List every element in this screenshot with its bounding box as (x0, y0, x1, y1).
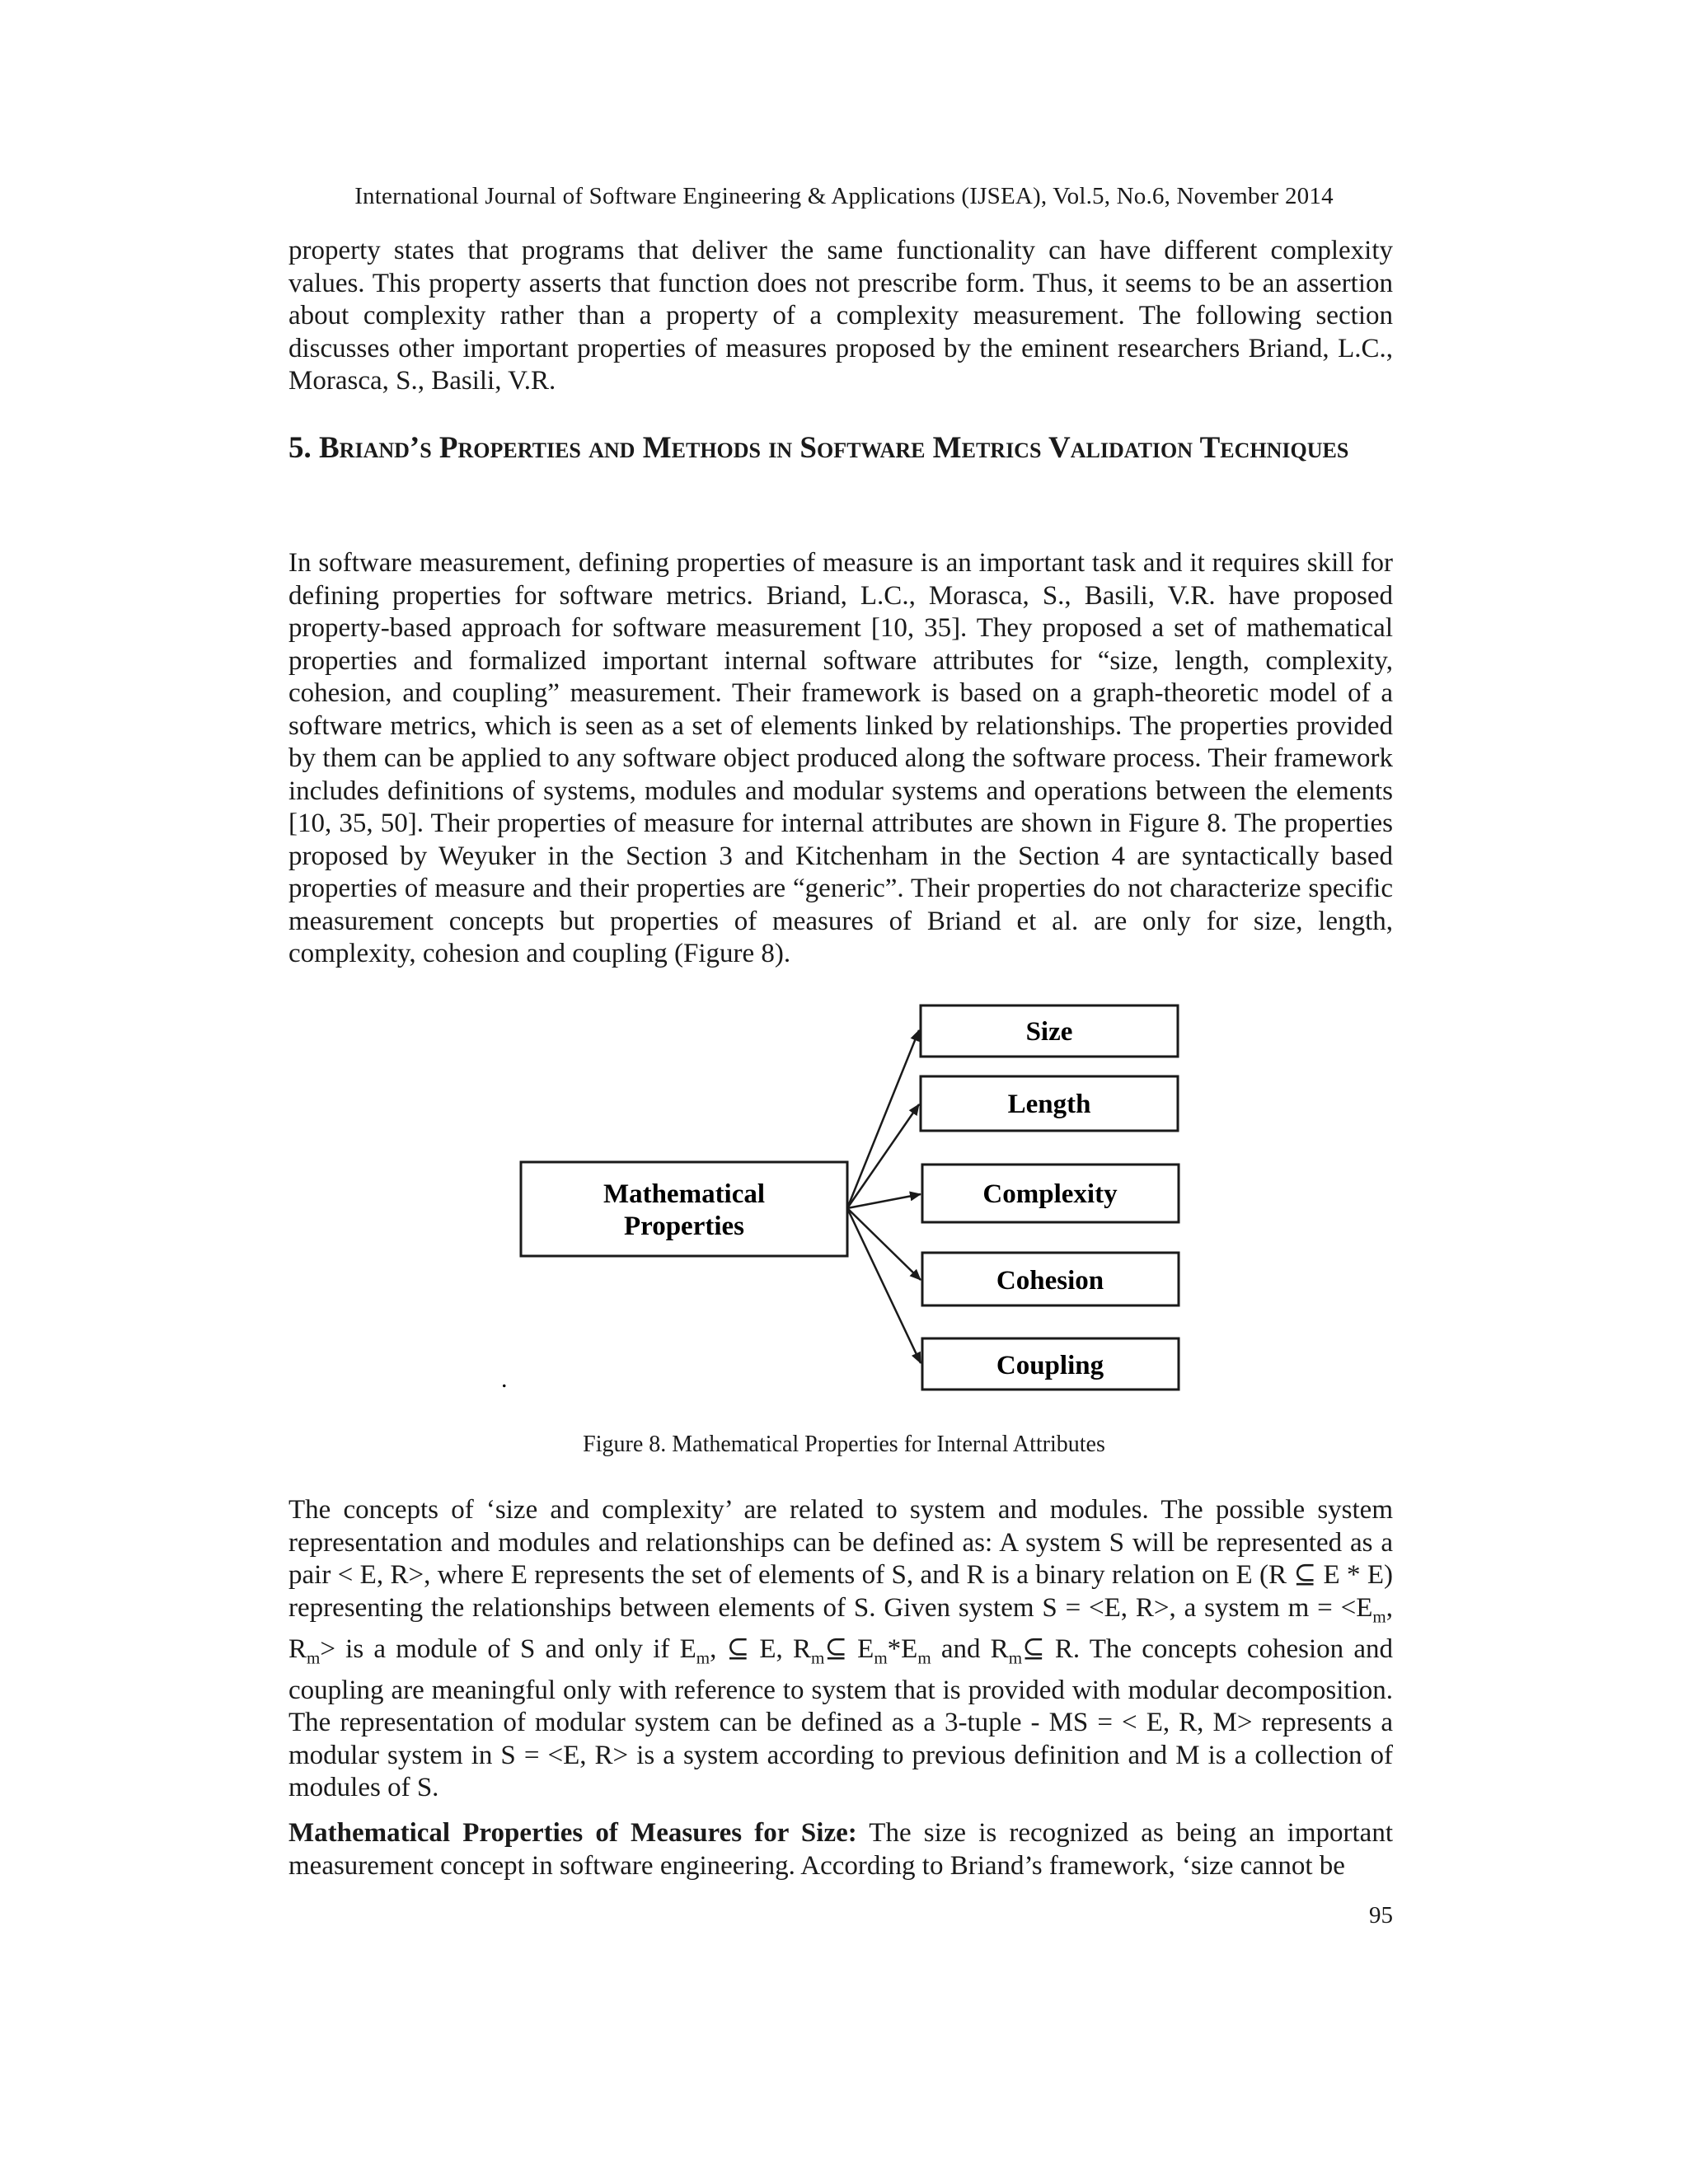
running-header: International Journal of Software Engineering & Applications (IJSEA), Vol.5, No.6, November 2014 (354, 183, 1334, 209)
section-paragraph: In software measurement, defining properties of measure is an important task and it requires skill for defining properties for software metrics. Briand, L.C., Morasca, S., Basili, V.R. have proposed property-based approach for software measurement [10, 35]. They proposed a set of mathematical properties and formalized important internal software attributes for “size, length, complexity, cohesion, and coupling” measurement. Their framework is based on a graph-theoretic model of a software metrics, which is seen as a set of elements linked by relationships. The properties provided by them can be applied to any software object produced along the software process. Their framework includes definitions of systems, modules and modular systems and operations between the elements [10, 35, 50]. Their properties of measure for internal attributes are shown in Figure 8. The properties proposed by Weyuker in the Section 3 and Kitchenham in the Section 4 are syntactically based properties of measure and their properties are “generic”. Their properties do not characterize specific measurement concepts but properties of measures of Briand et al. are only for size, length, complexity, cohesion and coupling (Figure 8). (288, 548, 1393, 968)
page-number: 95 (1369, 1902, 1393, 1929)
child-node-complexity (922, 1165, 1179, 1222)
root-node-mathematical-properties (521, 1162, 847, 1256)
child-label-length: Length (1007, 1090, 1091, 1119)
child-node-length (921, 1076, 1178, 1131)
child-label-coupling: Coupling (996, 1351, 1104, 1380)
arrow-to-cohesion (847, 1208, 921, 1280)
child-node-coupling (922, 1338, 1179, 1390)
arrow-to-complexity (847, 1194, 921, 1208)
size-paragraph-lead: Mathematical Properties of Measures for Size: (288, 1818, 857, 1848)
intro-paragraph: property states that programs that deliver the same functionality can have different complexity values. This property asserts that function does not prescribe form. Thus, it seems to be an assertion about complexity rather than a property of a complexity measurement. The following section discusses other important properties of measures proposed by the eminent researchers Briand, L.C., Morasca, S., Basili, V.R. (288, 236, 1393, 396)
figure-dot: . (501, 1366, 508, 1393)
figure-8-diagram (0, 989, 1688, 1401)
section-title: 5. Briand’s Properties and Methods in Software Metrics Validation Techniques (288, 431, 1349, 465)
child-label-size: Size (1025, 1017, 1073, 1047)
child-node-cohesion (922, 1253, 1179, 1305)
root-label-line1: Mathematical (603, 1179, 766, 1209)
size-paragraph: Mathematical Properties of Measures for Size: The size is recognized as being an important measurement concept in software engineering. According to Briand’s framework, ‘size cannot be (288, 1818, 1393, 1881)
child-label-cohesion: Cohesion (996, 1266, 1104, 1296)
concepts-paragraph: The concepts of ‘size and complexity’ are related to system and modules. The possible system representation and modules and relationships can be defined as: A system S will be represented as a pair < E, R>, where E represents the set of elements of S, and R is a binary relation on E (R ⊆ E * E) representing the relationships between elements of S. Given system S = <E, R>, a system $m = <E_m$, $R_m>$ is a module of S and only if $E_m$, ⊆ E, $R_m⊆$ $E_m*E_m$ and $R_m⊆$ R. The concepts cohesion and coupling are meaningful only with reference to system that is provided with modular decomposition. The representation of modular system can be defined as a 3-tuple - MS = < E, R, M> represents a modular system in S = <E, R> is a system according to previous definition and M is a collection of modules of S. (288, 1495, 1393, 1803)
arrow-to-coupling (847, 1208, 921, 1363)
figure-caption: Figure 8. Mathematical Properties for Internal Attributes (583, 1432, 1105, 1457)
child-label-complexity: Complexity (982, 1179, 1118, 1209)
root-label-line2: Properties (623, 1212, 745, 1241)
child-node-size (921, 1005, 1178, 1057)
